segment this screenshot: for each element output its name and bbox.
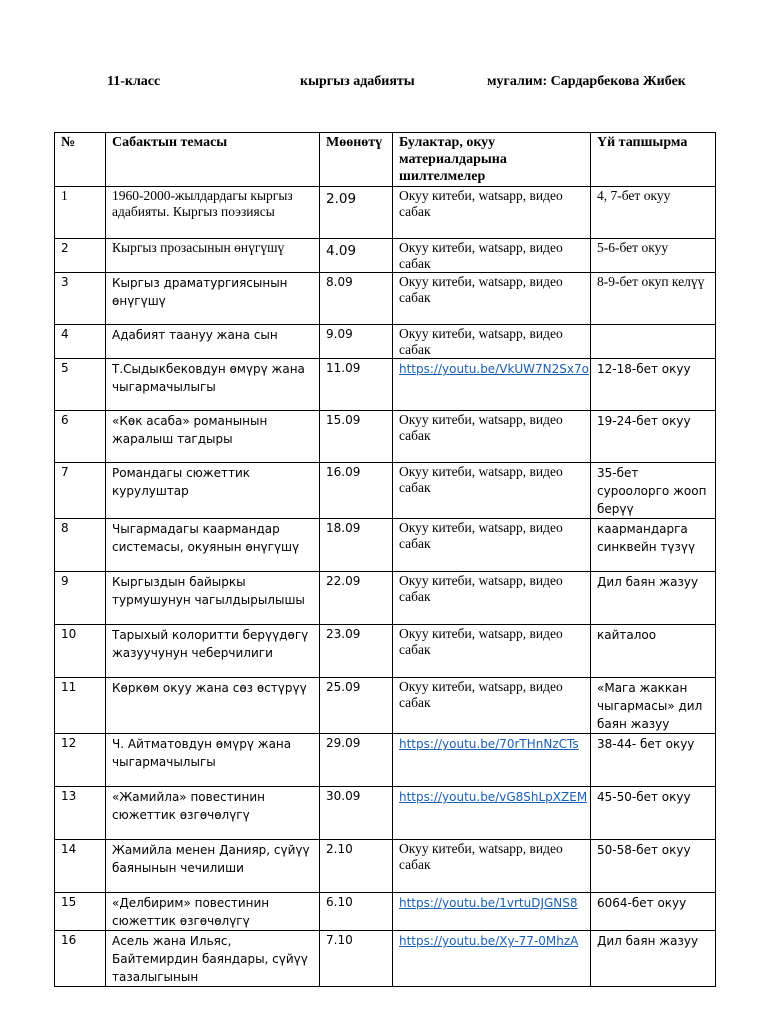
table-row [55,187,716,239]
row-homework: кайталоо [591,625,716,678]
source-link[interactable]: https://youtu.be/70rTHnNzCTs [399,737,579,751]
row-source: Окуу китеби, watsapp, видео сабак [393,411,591,463]
row-date: 7.10 [320,931,393,987]
source-link[interactable]: https://youtu.be/vG8ShLpXZEM [399,790,588,804]
row-date: 2.09 [320,187,393,239]
column-header-homework: Үй тапшырма [591,133,716,187]
row-date: 23.09 [320,625,393,678]
table-row [55,411,716,463]
row-homework: 35-бет суроолорго жооп берүү [591,463,716,519]
row-topic: Романдагы сюжеттик курулуштар [106,463,320,519]
row-date: 15.09 [320,411,393,463]
table-row [55,572,716,625]
row-date: 29.09 [320,734,393,787]
row-homework: Дил баян жазуу [591,572,716,625]
column-header-date: Мөөнөтү [320,133,393,187]
row-date: 2.10 [320,840,393,893]
row-topic: Кыргыз прозасынын өнүгүшү [106,239,320,273]
table-row [55,787,716,840]
row-topic: Кыргыз драматургиясынын өнүгүшү [106,273,320,325]
table-row [55,239,716,273]
row-source: Окуу китеби, watsapp, видео сабак [393,325,591,359]
row-number: 2 [55,239,106,273]
table-row [55,359,716,411]
page-header [0,74,768,94]
source-link[interactable]: https://youtu.be/VkUW7N2Sx7o [399,362,589,376]
row-source: Окуу китеби, watsapp, видео сабак [393,239,591,273]
table-row [55,519,716,572]
row-topic: Т.Сыдыкбековдун өмүрү жана чыгармачылыгы [106,359,320,411]
row-number: 3 [55,273,106,325]
column-header-sources: Булактар, окуу материалдарына шилтелмелер [393,133,591,187]
row-homework: 12-18-бет окуу [591,359,716,411]
source-link[interactable]: https://youtu.be/1vrtuDJGNS8 [399,896,578,910]
table-row [55,893,716,931]
row-number: 8 [55,519,106,572]
row-date: 4.09 [320,239,393,273]
row-source: Окуу китеби, watsapp, видео сабак [393,519,591,572]
row-source: Окуу китеби, watsapp, видео сабак [393,625,591,678]
row-number: 1 [55,187,106,239]
row-source [393,359,591,411]
row-homework [591,325,716,359]
row-homework: «Мага жаккан чыгармасы» дил баян жазуу [591,678,716,734]
lesson-plan-table [54,132,716,987]
table-row [55,325,716,359]
row-homework: 19-24-бет окуу [591,411,716,463]
row-source: Окуу китеби, watsapp, видео сабак [393,273,591,325]
column-header-number: № [55,133,106,187]
row-number: 5 [55,359,106,411]
subject-label: кыргыз адабияты [300,74,415,89]
table-row [55,463,716,519]
row-number: 4 [55,325,106,359]
row-topic: Асель жана Ильяс, Байтемирдин баяндары, сүйүү тазалыгынын [106,931,320,987]
row-number: 10 [55,625,106,678]
row-number: 14 [55,840,106,893]
row-homework: Дил баян жазуу [591,931,716,987]
row-date: 25.09 [320,678,393,734]
row-date: 6.10 [320,893,393,931]
row-date: 11.09 [320,359,393,411]
source-link[interactable]: https://youtu.be/Xy-77-0MhzA [399,934,579,948]
row-topic: Жамийла менен Данияр, сүйүү баянынын чечилиши [106,840,320,893]
row-date: 9.09 [320,325,393,359]
table-row [55,273,716,325]
row-homework: 4, 7-бет окуу [591,187,716,239]
row-topic: Көркөм окуу жана сөз өстүрүү [106,678,320,734]
row-source [393,931,591,987]
row-homework: 45-50-бет окуу [591,787,716,840]
row-date: 8.09 [320,273,393,325]
row-topic: «Делбирим» повестинин сюжеттик өзгөчөлүгү [106,893,320,931]
row-topic: Адабият таануу жана сын [106,325,320,359]
row-number: 13 [55,787,106,840]
row-topic: «Көк асаба» романынын жаралыш тагдыры [106,411,320,463]
row-source [393,734,591,787]
row-topic: Ч. Айтматовдун өмүрү жана чыгармачылыгы [106,734,320,787]
column-header-topic: Сабактын темасы [106,133,320,187]
table-row [55,625,716,678]
row-homework: 8-9-бет окуп келүү [591,273,716,325]
row-source: Окуу китеби, watsapp, видео сабак [393,572,591,625]
row-source: Окуу китеби, watsapp, видео сабак [393,463,591,519]
table-row [55,734,716,787]
row-number: 11 [55,678,106,734]
table-row [55,678,716,734]
table-header-row [55,133,716,187]
row-topic: Кыргыздын байыркы турмушунун чагылдырылышы [106,572,320,625]
row-number: 7 [55,463,106,519]
row-date: 22.09 [320,572,393,625]
row-source [393,893,591,931]
grade-label: 11-класс [107,74,161,89]
row-source: Окуу китеби, watsapp, видео сабак [393,187,591,239]
row-topic: «Жамийла» повестинин сюжеттик өзгөчөлүгү [106,787,320,840]
row-number: 16 [55,931,106,987]
row-topic: Тарыхый колоритти берүүдөгү жазуучунун чеберчилиги [106,625,320,678]
row-number: 15 [55,893,106,931]
row-homework: 5-6-бет окуу [591,239,716,273]
row-number: 9 [55,572,106,625]
row-topic: 1960-2000-жылдардагы кыргыз адабияты. Кыргыз поэзиясы [106,187,320,239]
table-row [55,840,716,893]
row-source: Окуу китеби, watsapp, видео сабак [393,840,591,893]
row-homework: 38-44- бет окуу [591,734,716,787]
row-number: 6 [55,411,106,463]
row-topic: Чыгармадагы каармандар системасы, окуянын өнүгүшү [106,519,320,572]
teacher-label: мугалим: Сардарбекова Жибек [487,74,686,89]
row-date: 16.09 [320,463,393,519]
row-source: Окуу китеби, watsapp, видео сабак [393,678,591,734]
row-number: 12 [55,734,106,787]
row-source [393,787,591,840]
row-date: 30.09 [320,787,393,840]
row-homework: каармандарга синквейн түзүү [591,519,716,572]
row-homework: 50-58-бет окуу [591,840,716,893]
row-date: 18.09 [320,519,393,572]
table-row [55,931,716,987]
row-homework: 6064-бет окуу [591,893,716,931]
